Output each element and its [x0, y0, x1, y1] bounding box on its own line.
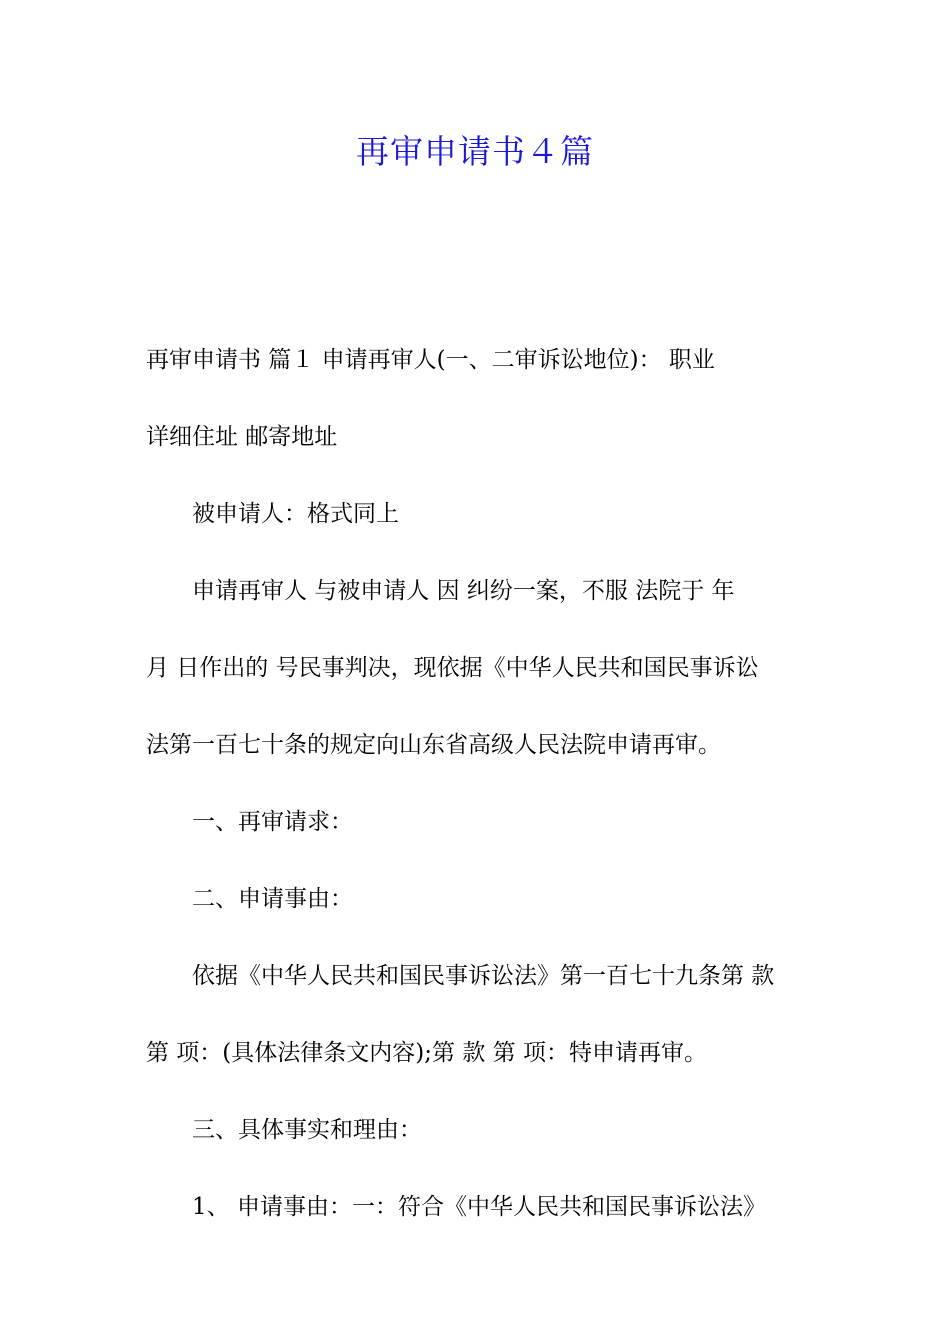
body-line-9: 依据《中华人民共和国民事诉讼法》第一百七十九条第 款 [192, 963, 775, 989]
body-line-11: 三、具体事实和理由： [192, 1117, 422, 1143]
body-line-5: 月 日作出的 号民事判决，现依据《中华人民共和国民事诉讼 [146, 655, 759, 681]
body-line-1: 再审申请书 篇１ 申请再审人(一、二审诉讼地位)： 职业 [146, 347, 715, 373]
body-line-7: 一、再审请求： [192, 809, 353, 835]
body-line-10: 第 项：(具体法律条文内容);第 款 第 项：特申请再审。 [146, 1040, 707, 1066]
document-body [146, 338, 811, 1262]
body-line-6: 法第一百七十条的规定向山东省高级人民法院申请再审。 [146, 732, 721, 758]
body-line-2: 详细住址 邮寄地址 [146, 424, 338, 450]
document-title: 再审申请书４篇 [356, 132, 594, 171]
body-line-8: 二、申请事由： [192, 886, 353, 912]
body-line-4: 申请再审人 与被申请人 因 纠纷一案，不服 法院于 年 [192, 578, 735, 604]
body-line-3: 被申请人：格式同上 [192, 501, 399, 527]
body-line-12: 1、 申请事由：一：符合《中华人民共和国民事诉讼法》 [192, 1194, 766, 1220]
